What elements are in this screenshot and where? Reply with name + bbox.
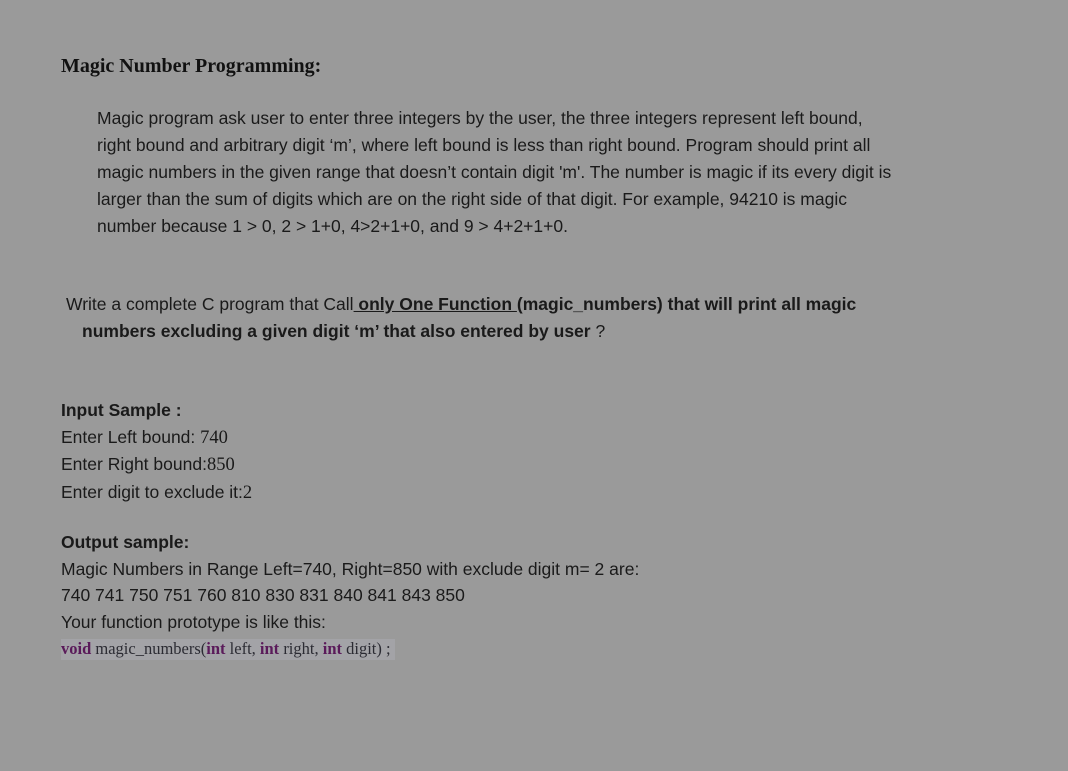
exclude-digit-value: 2	[242, 482, 253, 503]
task-line-2	[66, 318, 1026, 345]
input-sample-label: Input Sample :	[61, 400, 182, 420]
input-right-bound	[61, 451, 961, 479]
page-title: Magic Number Programming:	[61, 55, 322, 77]
function-prototype	[61, 639, 395, 660]
description-line: Magic program ask user to enter three integers by the user, the three integers represent left bound,	[97, 108, 863, 128]
keyword-void: void	[61, 639, 92, 658]
task-function-name: (magic_numbers) that will print all magic	[516, 294, 857, 314]
keyword-int: int	[259, 639, 280, 658]
left-bound-value: 740	[200, 427, 228, 448]
input-exclude-digit	[61, 479, 961, 507]
task-text: Write a complete C program that Call	[66, 294, 354, 314]
output-line: Magic Numbers in Range Left=740, Right=850 with exclude digit m= 2 are:	[61, 558, 640, 579]
keyword-int: int	[206, 639, 226, 658]
task-emphasis: only One Function	[353, 294, 517, 314]
task-question-mark: ?	[590, 321, 606, 341]
task-requirement: numbers excluding a given digit ‘m’ that also entered by user	[82, 321, 591, 341]
output-sample-label: Output sample:	[61, 532, 190, 552]
description-line: right bound and arbitrary digit ‘m’, where left bound is less than right bound. Program should print all	[97, 135, 871, 155]
left-bound-label: Enter Left bound:	[61, 426, 201, 447]
exclude-digit-label: Enter digit to exclude it:	[61, 481, 243, 502]
description-line: magic numbers in the given range that doesn’t contain digit 'm'. The number is magic if its every digit is	[97, 162, 892, 182]
prototype-param: digit) ;	[342, 639, 391, 658]
prototype-line	[61, 635, 961, 662]
prototype-param: left,	[225, 639, 260, 658]
right-bound-label: Enter Right bound:	[61, 454, 207, 474]
description-line: larger than the sum of digits which are on the right side of that digit. For example, 94210 is magic	[97, 189, 847, 209]
keyword-int: int	[322, 639, 342, 658]
input-left-bound	[61, 424, 961, 452]
input-sample	[61, 397, 961, 506]
output-numbers: 740 741 750 751 760 810 830 831 840 841 843 850	[61, 585, 465, 605]
prototype-intro: Your function prototype is like this:	[61, 611, 326, 632]
task-statement	[66, 291, 1026, 345]
prototype-fn: magic_numbers(	[91, 639, 207, 658]
right-bound-value: 850	[206, 455, 235, 475]
prototype-param: right,	[279, 639, 323, 658]
task-line-1	[66, 291, 1026, 318]
problem-description	[97, 105, 1027, 240]
output-sample	[61, 529, 961, 662]
description-line: number because 1 > 0, 2 > 1+0, 4>2+1+0, and 9 > 4+2+1+0.	[97, 216, 568, 236]
